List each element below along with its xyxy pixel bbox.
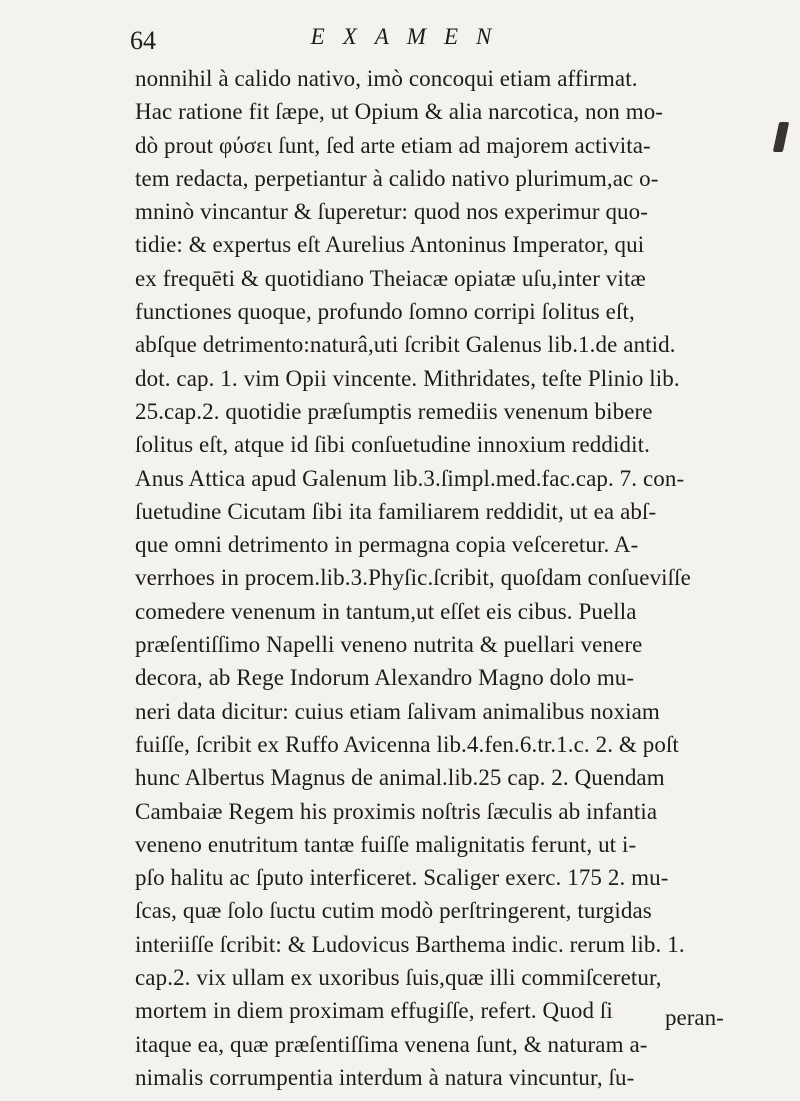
text-line: comedere venenum in tantum,ut eſſet eis cibus. Puella	[135, 598, 637, 624]
text-line: veneno enutritum tantæ fuiſſe malignitatis ferunt, ut i-	[135, 831, 637, 857]
page-number: 64	[130, 26, 156, 55]
text-line: 25.cap.2. quotidie præſumptis remediis venenum bibere	[135, 398, 653, 424]
text-line: dò prout φύσει ſunt, ſed arte etiam ad majorem activita-	[135, 132, 651, 158]
text-line: fuiſſe, ſcribit ex Ruffo Avicenna lib.4.fen.6.tr.1.c. 2. & poſt	[135, 731, 679, 757]
text-line: Anus Attica apud Galenum lib.3.ſimpl.med.fac.cap. 7. con-	[135, 465, 685, 491]
text-line: functiones quoque, profundo ſomno corripi ſolitus eſt,	[135, 299, 635, 325]
text-line: Cambaiæ Regem his proximis noſtris ſæculis ab infantia	[135, 798, 658, 824]
text-line: mninò vincantur & ſuperetur: quod nos experimur quo-	[135, 199, 649, 225]
catchword: peran-	[665, 1005, 724, 1030]
text-line: ſuetudine Cicutam ſibi ita familiarem reddidit, ut ea abſ-	[135, 498, 657, 524]
text-line: nonnihil à calido nativo, imò concoqui etiam affirmat.	[135, 66, 638, 91]
text-line: abſque detrimento:naturâ,uti ſcribit Galenus lib.1.de antid.	[135, 332, 676, 358]
text-line: itaque ea, quæ præſentiſſima venena ſunt, & naturam a-	[135, 1031, 648, 1057]
text-line: tidie: & expertus eſt Aurelius Antoninus Imperator, qui	[135, 232, 645, 258]
text-line: ſolitus eſt, atque id ſibi conſuetudine innoxium reddidit.	[135, 432, 650, 458]
text-line: dot. cap. 1. vim Opii vincente. Mithridates, teſte Plinio lib.	[135, 365, 680, 391]
text-line: decora, ab Rege Indorum Alexandro Magno dolo mu-	[135, 665, 635, 691]
text-line: ex frequēti & quotidiano Theiacæ opiatæ uſu,inter vitæ	[135, 265, 646, 291]
text-line: pſo halitu ac ſputo interficeret. Scaliger exerc. 175 2. mu-	[135, 865, 669, 891]
text-line: neri data dicitur: cuius etiam ſalivam animalibus noxiam	[135, 698, 660, 724]
page-header	[0, 18, 800, 58]
text-line: nimalis corrumpentia interdum à natura vincuntur, ſu-	[135, 1064, 635, 1090]
margin-ink-mark	[773, 122, 789, 152]
text-line: verrhoes in procem.lib.3.Phyſic.ſcribit, quoſdam conſueviſſe	[135, 565, 691, 591]
text-line: hunc Albertus Magnus de animal.lib.25 cap. 2. Quendam	[135, 765, 665, 791]
text-body	[135, 62, 755, 1094]
text-line: tem redacta, perpetiantur à calido nativo plurimum,ac o-	[135, 165, 659, 191]
text-line: cap.2. vix ullam ex uxoribus ſuis,quæ illi commiſceretur,	[135, 965, 662, 991]
text-line: præſentiſſimo Napelli veneno nutrita & puellari venere	[135, 632, 643, 658]
text-line: que omni detrimento in permagna copia veſceretur. A-	[135, 532, 639, 558]
text-line: ſcas, quæ ſolo ſuctu cutim modò perſtringerent, turgidas	[135, 898, 652, 924]
text-line: mortem in diem proximam effugiſſe, refert. Quod ſi	[135, 998, 613, 1024]
text-line: Hac ratione fit ſæpe, ut Opium & alia narcotica, non mo-	[135, 99, 664, 125]
text-line: interiiſſe ſcribit: & Ludovicus Barthema indic. rerum lib. 1.	[135, 931, 685, 957]
running-head: EXAMEN	[310, 24, 510, 49]
